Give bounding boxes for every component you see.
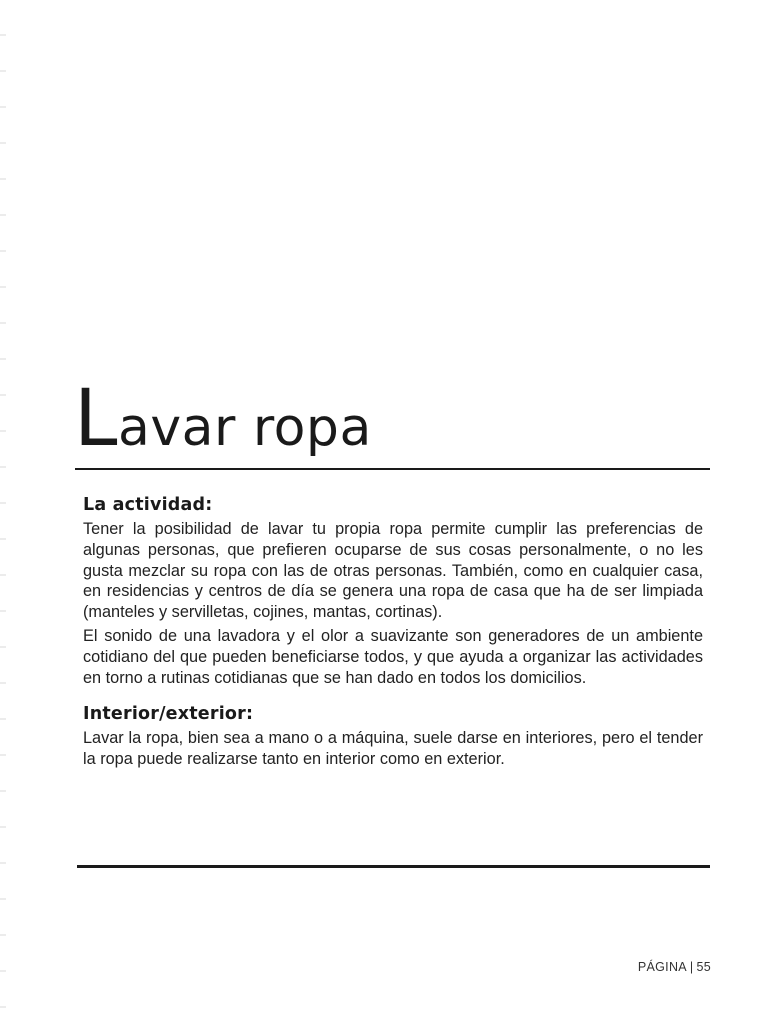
title-initial: L [74,374,118,464]
page-number-value: 55 [696,960,711,974]
section-la-actividad [83,491,703,688]
page-body [83,491,703,770]
section-heading: Interior/exterior: [83,704,254,725]
paragraph: El sonido de una lavadora y el olor a suavizante son generadores de un ambiente cotidiano del que pueden beneficiarse todos, y que ayuda a organizar las actividades en torno a rutinas cotidianas que se han dado en todos los domicilios. [83,626,703,687]
page-title [74,374,372,464]
page-edge-marks [0,0,6,1024]
title-rest: avar ropa [117,398,372,458]
title-divider [75,468,710,470]
page-number-label: PÁGINA [637,960,687,974]
page-number-separator: | [689,960,694,974]
bottom-divider [77,865,710,868]
section-interior-exterior [83,700,703,770]
paragraph: Tener la posibilidad de lavar tu propia ropa permite cumplir las preferencias de algunas personas, que prefieren ocuparse de sus cosas personalmente, o no les gusta mezclar su ropa con las de otras personas. También, como en cualquier casa, en residencias y centros de día se genera una ropa de casa que ha de ser limpiada (manteles y servilletas, cojines, mantas, cortinas). [83,520,703,622]
paragraph: Lavar la ropa, bien sea a mano o a máquina, suele darse en interiores, pero el tender la ropa puede realizarse tanto en interior como en exterior. [83,729,703,769]
page-number [638,960,711,974]
section-heading: La actividad: [83,495,213,515]
